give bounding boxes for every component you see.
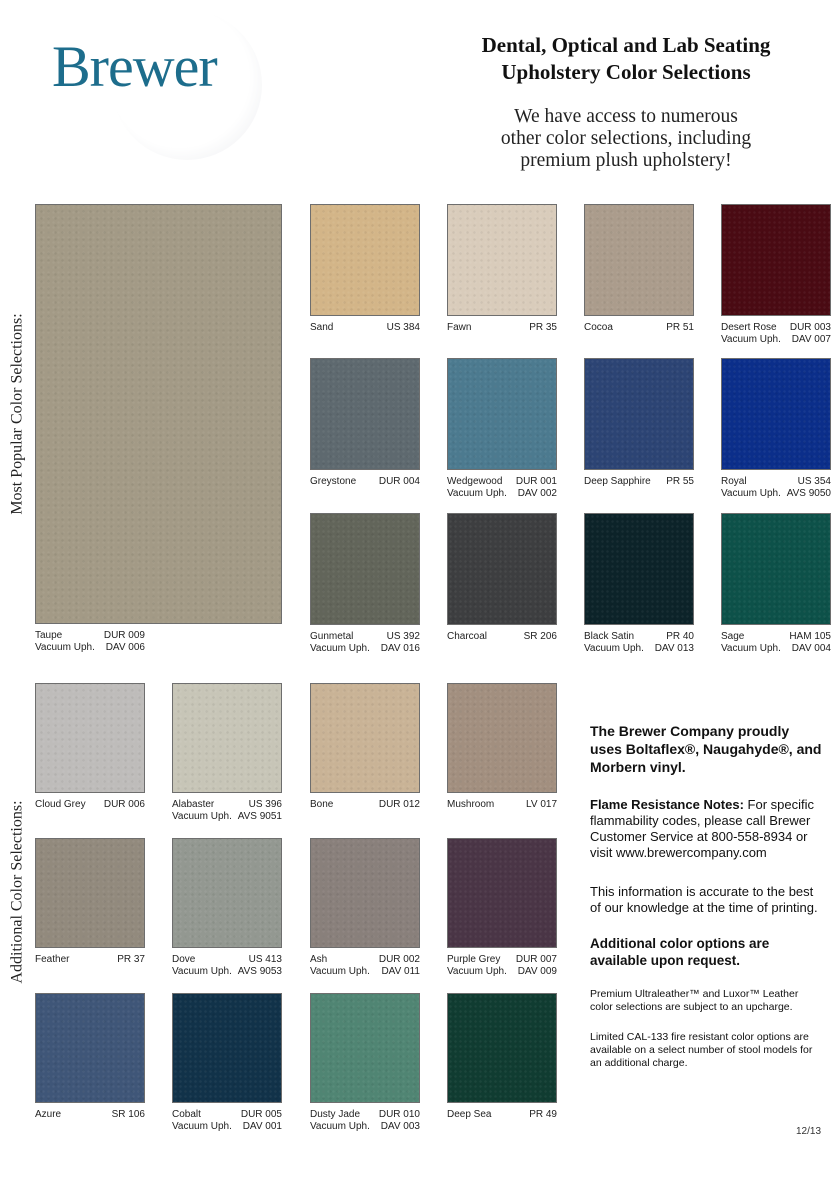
accuracy-note: This information is accurate to the best of our knowledge at the time of printing. bbox=[590, 884, 818, 915]
swatch-code: US 354 bbox=[797, 476, 831, 487]
swatch-deep-sea bbox=[447, 993, 557, 1103]
swatch-cloud-grey bbox=[35, 683, 145, 793]
subtitle-line-1: We have access to numerous bbox=[514, 106, 738, 127]
vacuum-uph-code: AVS 9051 bbox=[237, 811, 282, 822]
vacuum-uph-label: Vacuum Uph. bbox=[310, 966, 370, 977]
swatch-caption-mushroom bbox=[447, 799, 557, 811]
swatch-name: Wedgewood bbox=[447, 476, 503, 487]
swatch-dusty-jade bbox=[310, 993, 420, 1103]
swatch-fawn bbox=[447, 204, 557, 316]
swatch-code: PR 49 bbox=[529, 1109, 557, 1120]
swatch-caption-alabaster bbox=[172, 799, 282, 823]
swatch-mushroom bbox=[447, 683, 557, 793]
swatch-name: Mushroom bbox=[447, 799, 495, 810]
page-number: 12/13 bbox=[796, 1126, 822, 1137]
swatch-caption-greystone bbox=[310, 476, 420, 488]
swatch-name: Deep Sapphire bbox=[584, 476, 651, 487]
swatch-code: DUR 006 bbox=[103, 799, 145, 810]
vacuum-uph-label: Vacuum Uph. bbox=[172, 811, 232, 822]
logo-area bbox=[0, 0, 300, 190]
swatch-name: Cocoa bbox=[584, 322, 613, 333]
brewer-logo: Brewer bbox=[52, 34, 217, 99]
swatch-bone bbox=[310, 683, 420, 793]
page-subtitle bbox=[420, 106, 832, 172]
swatch-code: US 396 bbox=[248, 799, 282, 810]
swatch-code: PR 35 bbox=[529, 322, 557, 333]
swatch-deep-sapphire bbox=[584, 358, 694, 470]
swatch-code: DUR 010 bbox=[378, 1109, 420, 1120]
swatch-name: Sage bbox=[721, 631, 745, 642]
swatch-ash bbox=[310, 838, 420, 948]
most-popular-label: Most Popular Color Selections: bbox=[8, 313, 26, 515]
swatch-code: SR 106 bbox=[111, 1109, 145, 1120]
swatch-code: DUR 012 bbox=[378, 799, 420, 810]
additional-options-note: Additional color options are available upon request. bbox=[590, 936, 770, 968]
swatch-wedgewood bbox=[447, 358, 557, 470]
swatch-caption-fawn bbox=[447, 322, 557, 334]
vacuum-uph-label: Vacuum Uph. bbox=[447, 966, 507, 977]
swatch-caption-ash bbox=[310, 954, 420, 978]
swatch-cobalt bbox=[172, 993, 282, 1103]
swatch-name: Greystone bbox=[310, 476, 357, 487]
swatch-caption-cloud-grey bbox=[35, 799, 145, 811]
vacuum-uph-code: DAV 001 bbox=[242, 1121, 282, 1132]
swatch-code: DUR 003 bbox=[789, 322, 831, 333]
swatch-caption-charcoal bbox=[447, 631, 557, 643]
flame-heading: Flame Resistance Notes: bbox=[590, 797, 744, 812]
swatch-name: Azure bbox=[35, 1109, 62, 1120]
vacuum-uph-label: Vacuum Uph. bbox=[447, 488, 507, 499]
swatch-caption-cocoa bbox=[584, 322, 694, 334]
flame-resistance-note bbox=[590, 797, 822, 861]
swatch-code: LV 017 bbox=[526, 799, 557, 810]
swatch-name: Purple Grey bbox=[447, 954, 501, 965]
swatch-code: US 384 bbox=[386, 322, 420, 333]
swatch-name: Black Satin bbox=[584, 631, 635, 642]
swatch-code: US 413 bbox=[248, 954, 282, 965]
swatch-caption-black-satin bbox=[584, 631, 694, 655]
premium-note: Premium Ultraleather™ and Luxor™ Leather color selections are subject to an upcharge. bbox=[590, 988, 799, 1013]
swatch-code: PR 51 bbox=[666, 322, 694, 333]
swatch-black-satin bbox=[584, 513, 694, 625]
swatch-caption-deep-sapphire bbox=[584, 476, 694, 488]
swatch-name: Alabaster bbox=[172, 799, 215, 810]
swatch-caption-purple-grey bbox=[447, 954, 557, 978]
swatch-desert-rose bbox=[721, 204, 831, 316]
vacuum-uph-code: DAV 002 bbox=[517, 488, 557, 499]
swatch-name: Cloud Grey bbox=[35, 799, 86, 810]
flame-body: For specific flammability codes, please call Brewer Customer Service at 800-558-8934 or visit www.brewercompany.com bbox=[590, 797, 814, 860]
vacuum-uph-label: Vacuum Uph. bbox=[584, 643, 644, 654]
swatch-name: Dove bbox=[172, 954, 196, 965]
vacuum-uph-code: DAV 006 bbox=[105, 642, 145, 653]
swatch-code: DUR 009 bbox=[103, 630, 145, 641]
swatch-alabaster bbox=[172, 683, 282, 793]
swatch-caption-azure bbox=[35, 1109, 145, 1121]
swatch-code: SR 206 bbox=[523, 631, 557, 642]
swatch-charcoal bbox=[447, 513, 557, 625]
swatch-code: DUR 005 bbox=[240, 1109, 282, 1120]
page-title bbox=[420, 32, 832, 86]
swatch-sand bbox=[310, 204, 420, 316]
swatch-code: DUR 001 bbox=[515, 476, 557, 487]
swatch-taupe bbox=[35, 204, 282, 624]
swatch-sage bbox=[721, 513, 831, 625]
vinyl-note: The Brewer Company proudly uses Boltaflex®, Naugahyde®, and Morbern vinyl. bbox=[590, 723, 822, 775]
swatch-caption-deep-sea bbox=[447, 1109, 557, 1121]
swatch-code: PR 55 bbox=[666, 476, 694, 487]
vacuum-uph-code: DAV 004 bbox=[791, 643, 831, 654]
swatch-name: Cobalt bbox=[172, 1109, 201, 1120]
swatch-caption-feather bbox=[35, 954, 145, 966]
swatch-name: Royal bbox=[721, 476, 747, 487]
swatch-caption-sage bbox=[721, 631, 831, 655]
vacuum-uph-code: DAV 009 bbox=[517, 966, 557, 977]
swatch-name: Gunmetal bbox=[310, 631, 354, 642]
swatch-caption-sand bbox=[310, 322, 420, 334]
swatch-feather bbox=[35, 838, 145, 948]
swatch-name: Bone bbox=[310, 799, 334, 810]
swatch-code: PR 40 bbox=[666, 631, 694, 642]
vacuum-uph-label: Vacuum Uph. bbox=[310, 643, 370, 654]
swatch-code: PR 37 bbox=[117, 954, 145, 965]
swatch-cocoa bbox=[584, 204, 694, 316]
swatch-name: Taupe bbox=[35, 630, 63, 641]
additional-label: Additional Color Selections: bbox=[8, 800, 26, 984]
swatch-azure bbox=[35, 993, 145, 1103]
swatch-name: Deep Sea bbox=[447, 1109, 492, 1120]
swatch-caption-wedgewood bbox=[447, 476, 557, 500]
swatch-code: DUR 002 bbox=[378, 954, 420, 965]
swatch-name: Charcoal bbox=[447, 631, 488, 642]
swatch-royal bbox=[721, 358, 831, 470]
cal133-note: Limited CAL-133 fire resistant color options are available on a select number of stool models for an additional charge. bbox=[590, 1031, 813, 1069]
swatch-caption-bone bbox=[310, 799, 420, 811]
vacuum-uph-label: Vacuum Uph. bbox=[35, 642, 95, 653]
vacuum-uph-label: Vacuum Uph. bbox=[721, 643, 781, 654]
vacuum-uph-code: DAV 016 bbox=[380, 643, 420, 654]
vacuum-uph-code: AVS 9053 bbox=[237, 966, 282, 977]
vacuum-uph-code: DAV 003 bbox=[380, 1121, 420, 1132]
vacuum-uph-label: Vacuum Uph. bbox=[721, 334, 781, 345]
swatch-name: Ash bbox=[310, 954, 328, 965]
vacuum-uph-label: Vacuum Uph. bbox=[172, 1121, 232, 1132]
swatch-name: Sand bbox=[310, 322, 334, 333]
swatch-dove bbox=[172, 838, 282, 948]
swatch-name: Feather bbox=[35, 954, 70, 965]
swatch-code: DUR 007 bbox=[515, 954, 557, 965]
vacuum-uph-code: DAV 013 bbox=[654, 643, 694, 654]
vacuum-uph-code: DAV 011 bbox=[381, 966, 420, 977]
swatch-code: DUR 004 bbox=[378, 476, 420, 487]
title-line-2: Upholstery Color Selections bbox=[501, 60, 751, 84]
vacuum-uph-label: Vacuum Uph. bbox=[310, 1121, 370, 1132]
swatch-caption-desert-rose bbox=[721, 322, 831, 346]
swatch-caption-taupe bbox=[35, 630, 145, 654]
title-line-1: Dental, Optical and Lab Seating bbox=[481, 33, 771, 57]
swatch-caption-gunmetal bbox=[310, 631, 420, 655]
vacuum-uph-label: Vacuum Uph. bbox=[172, 966, 232, 977]
swatch-gunmetal bbox=[310, 513, 420, 625]
swatch-name: Dusty Jade bbox=[310, 1109, 361, 1120]
swatch-code: US 392 bbox=[386, 631, 420, 642]
swatch-caption-royal bbox=[721, 476, 831, 500]
vacuum-uph-label: Vacuum Uph. bbox=[721, 488, 781, 499]
swatch-caption-dove bbox=[172, 954, 282, 978]
swatch-caption-cobalt bbox=[172, 1109, 282, 1133]
swatch-purple-grey bbox=[447, 838, 557, 948]
subtitle-line-2: other color selections, including bbox=[500, 128, 752, 149]
swatch-code: HAM 105 bbox=[789, 631, 831, 642]
vacuum-uph-code: AVS 9050 bbox=[786, 488, 831, 499]
swatch-greystone bbox=[310, 358, 420, 470]
vacuum-uph-code: DAV 007 bbox=[791, 334, 831, 345]
swatch-caption-dusty-jade bbox=[310, 1109, 420, 1133]
swatch-name: Desert Rose bbox=[721, 322, 777, 333]
subtitle-line-3: premium plush upholstery! bbox=[520, 150, 732, 171]
swatch-name: Fawn bbox=[447, 322, 472, 333]
